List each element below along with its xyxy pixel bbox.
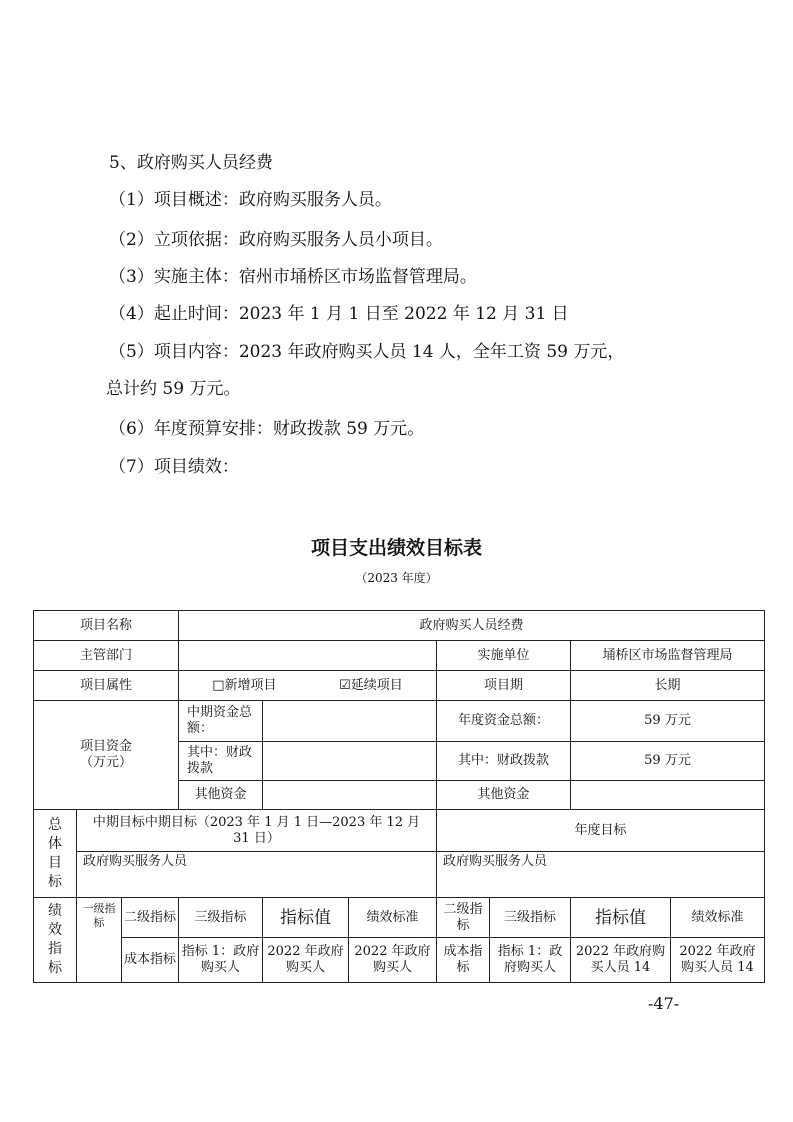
indicator-1-value: 2022 年政府购买人 [262,937,349,983]
attr-options [178,670,437,701]
continued-project-checkbox: ☑延续项目 [339,677,403,693]
indicator-1-value-right: 2022 年政府购买人员 14 [570,937,671,983]
year-total-label: 年度资金总额： [436,700,571,742]
mid-fiscal-label: 其中：财政拨款 [178,741,263,781]
mid-fiscal-value [262,741,437,781]
overall-goal-side-label [33,809,77,898]
value-header: 指标值 [262,897,349,938]
impl-value: 埇桥区市场监督管理局 [570,640,765,671]
section-heading: 5、政府购买人员经费 [109,153,273,173]
mid-goal-text: 政府购买服务人员 [76,851,437,898]
dept-label: 主管部门 [33,640,179,671]
side-char: 标 [48,873,62,890]
funds-label: 项目资金 （万元） [33,700,179,810]
year-fiscal-value: 59 万元 [570,741,765,781]
year-other-label: 其他资金 [436,780,571,810]
side-char: 标 [48,960,62,976]
indicator-1: 指标 1：政府购买人 [178,937,263,983]
period-label: 项目期 [436,670,571,701]
side-char: 体 [48,835,62,852]
table-subtitle: （2023 年度） [355,571,438,585]
cost-indicator: 成本指标 [121,937,179,983]
mid-goal-header: 中期目标中期目标（2023 年 1 月 1 日—2023 年 12 月 31 日） [76,809,437,852]
paragraph: （7）项目绩效： [109,457,239,477]
mid-other-label: 其他资金 [178,780,263,810]
level3-header: 三级指标 [178,897,263,938]
side-char: 效 [48,922,62,938]
period-value: 长期 [570,670,765,701]
cost-indicator-right: 成本指标 [436,937,490,983]
level2-header-right: 二级指标 [436,897,490,938]
project-name-value: 政府购买人员经费 [178,610,765,641]
attr-label: 项目属性 [33,670,179,701]
standard-header: 绩效标准 [348,897,437,938]
paragraph: （1）项目概述：政府购买服务人员。 [109,190,392,210]
indicator-1-standard: 2022 年政府购买人 [348,937,437,983]
mid-total-label: 中期资金总额： [178,700,263,742]
paragraph: （6）年度预算安排：财政拨款 59 万元。 [109,419,425,439]
paragraph: 总计约 59 万元。 [106,379,241,399]
new-project-checkbox: □新增项目 [212,677,277,693]
perf-side-label [33,897,77,983]
mid-total-value [262,700,437,742]
year-other-value [570,780,765,810]
level2-header: 二级指标 [121,897,179,938]
paragraph: （2）立项依据：政府购买服务人员小项目。 [109,230,443,250]
year-goal-header: 年度目标 [436,809,765,852]
level1-header: 一级指标 [76,897,122,983]
indicator-1-standard-right: 2022 年政府购买人员 14 [670,937,765,983]
indicator-1-right: 指标 1：政府购买人 [489,937,571,983]
paragraph: （4）起止时间：2023 年 1 月 1 日至 2022 年 12 月 31 日 [109,304,569,324]
year-fiscal-label: 其中：财政拨款 [436,741,571,781]
level3-header-right: 三级指标 [489,897,571,938]
table-title: 项目支出绩效目标表 [310,537,482,559]
paragraph: （5）项目内容：2023 年政府购买人员 14 人，全年工资 59 万元， [109,342,625,362]
year-goal-text: 政府购买服务人员 [436,851,765,898]
impl-label: 实施单位 [436,640,571,671]
side-char: 指 [48,941,62,957]
paragraph: （3）实施主体：宿州市埇桥区市场监督管理局。 [109,267,477,287]
side-char: 绩 [48,903,62,919]
standard-header-right: 绩效标准 [670,897,765,938]
page-number: -47- [648,994,680,1013]
side-char: 目 [48,854,62,871]
mid-other-value [262,780,437,810]
side-char: 总 [48,816,62,833]
year-total-value: 59 万元 [570,700,765,742]
dept-value [178,640,437,671]
value-header-right: 指标值 [570,897,671,938]
project-name-label: 项目名称 [33,610,179,641]
